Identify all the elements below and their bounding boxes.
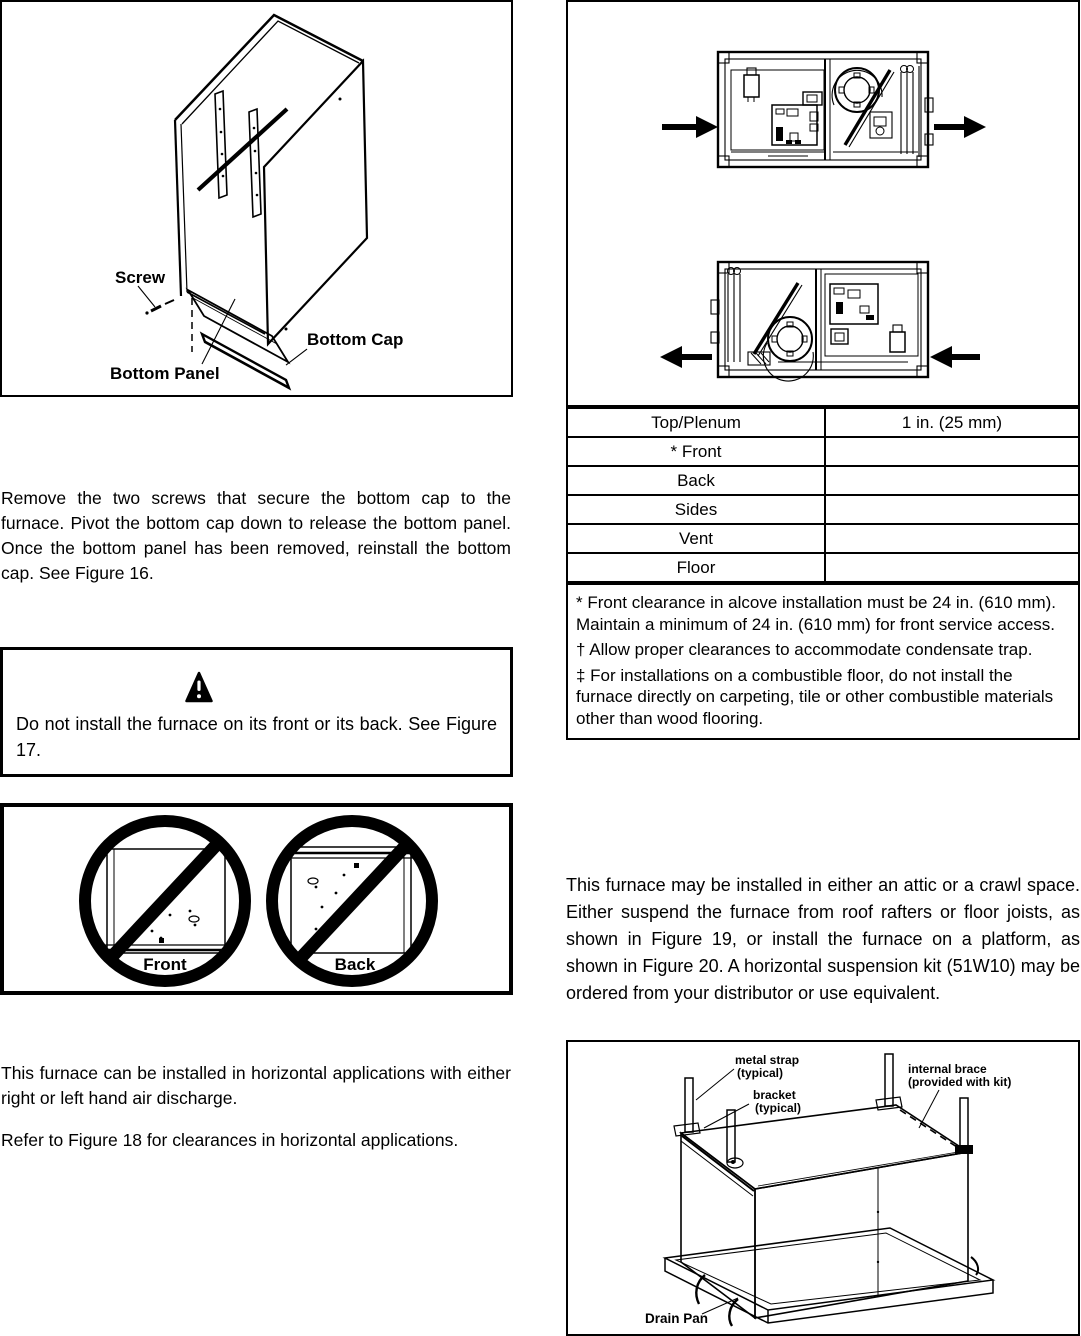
para-remove-screws: Remove the two screws that secure the bottom cap to the furnace. Pivot the bottom cap down to release the bottom panel. Once the bottom panel has been removed, reinstall the bottom cap. See Figure 16.: [1, 488, 511, 583]
internal-brace-dashed-line: [900, 1110, 960, 1149]
footnote-combustible-floor: ‡ For installations on a combustible floor, do not install the furnace directly on carpeting, tile or other combustible materials other than wood flooring.: [576, 665, 1054, 728]
clearance-label: Vent: [568, 525, 826, 552]
bracket-label: bracket: [753, 1088, 796, 1102]
clearance-value: [826, 438, 1078, 465]
clearance-footnotes: [566, 583, 1080, 740]
clearance-value: [826, 467, 1078, 494]
airflow-arrow-out-left: [660, 346, 712, 368]
airflow-arrow-out-right: [934, 116, 986, 138]
horizontal-right-discharge-view: [662, 52, 986, 167]
clearance-value: [826, 525, 1078, 552]
clearance-label: Sides: [568, 496, 826, 523]
internal-brace-label: internal brace: [908, 1062, 987, 1076]
bottom-panel-label: Bottom Panel: [110, 364, 220, 383]
table-row: [568, 409, 1078, 438]
figure18-box: [566, 0, 1080, 407]
internal-brace-label2: (provided with kit): [908, 1075, 1012, 1089]
airflow-arrow-in-left: [930, 346, 980, 368]
clearance-label: Floor: [568, 554, 826, 581]
screw-label: Screw: [115, 268, 166, 287]
front-label: Front: [143, 955, 187, 974]
furnace-bottom-cap-diagram: [2, 2, 511, 395]
figure16-box: [0, 0, 513, 397]
para-horizontal-applications: This furnace can be installed in horizontal applications with either right or left hand air discharge.: [1, 1063, 511, 1108]
figure19-box: [566, 1040, 1080, 1336]
table-row: [568, 438, 1078, 467]
clearance-value: [826, 496, 1078, 523]
clearance-label: Top/Plenum: [568, 409, 826, 436]
prohibited-orientations-diagram: [4, 807, 509, 991]
no-front-symbol: [85, 821, 245, 981]
table-row: [568, 467, 1078, 496]
clearance-table: [566, 407, 1080, 583]
bottom-cap-label: Bottom Cap: [307, 330, 404, 349]
table-row: [568, 525, 1078, 554]
footnote-condensate-trap: † Allow proper clearances to accommodate condensate trap.: [576, 640, 1033, 659]
clearance-label: Back: [568, 467, 826, 494]
airflow-arrow-in-right: [662, 116, 718, 138]
para-attic-crawlspace: This furnace may be installed in either an attic or a crawl space. Either suspend the furnace from roof rafters or floor joists, as shown in Figure 19, or install the furnace on a platform, as shown in Figure 20. A horizontal suspension kit (51W10) may be ordered from your distributor or use equivalent.: [566, 875, 1080, 1003]
warning-triangle-icon: [185, 669, 213, 705]
warning-box: [0, 647, 513, 777]
metal-strap-label: metal strap: [735, 1053, 800, 1067]
suspension-kit-diagram: [568, 1042, 1078, 1334]
footnote-front-clearance: * Front clearance in alcove installation must be 24 in. (610 mm). Maintain a minimum of 24 in. (610 mm) for front service access.: [576, 593, 1057, 634]
horizontal-orientation-diagram: [568, 2, 1078, 405]
clearance-value: [826, 554, 1078, 581]
bracket-label2: (typical): [755, 1101, 802, 1115]
table-row: [568, 496, 1078, 525]
clearance-label: * Front: [568, 438, 826, 465]
horizontal-left-discharge-view: [660, 262, 980, 381]
figure17-box: [0, 803, 513, 995]
back-label: Back: [334, 955, 376, 974]
para-refer-figure18: Refer to Figure 18 for clearances in horizontal applications.: [1, 1130, 459, 1150]
warning-text: Do not install the furnace on its front or its back. See Figure 17.: [16, 714, 497, 760]
drain-pan-label: Drain Pan: [645, 1311, 709, 1326]
no-back-symbol: [272, 821, 432, 981]
table-row: [568, 554, 1078, 581]
metal-strap-label2: (typical): [737, 1066, 784, 1080]
clearance-value: 1 in. (25 mm): [901, 413, 1003, 432]
